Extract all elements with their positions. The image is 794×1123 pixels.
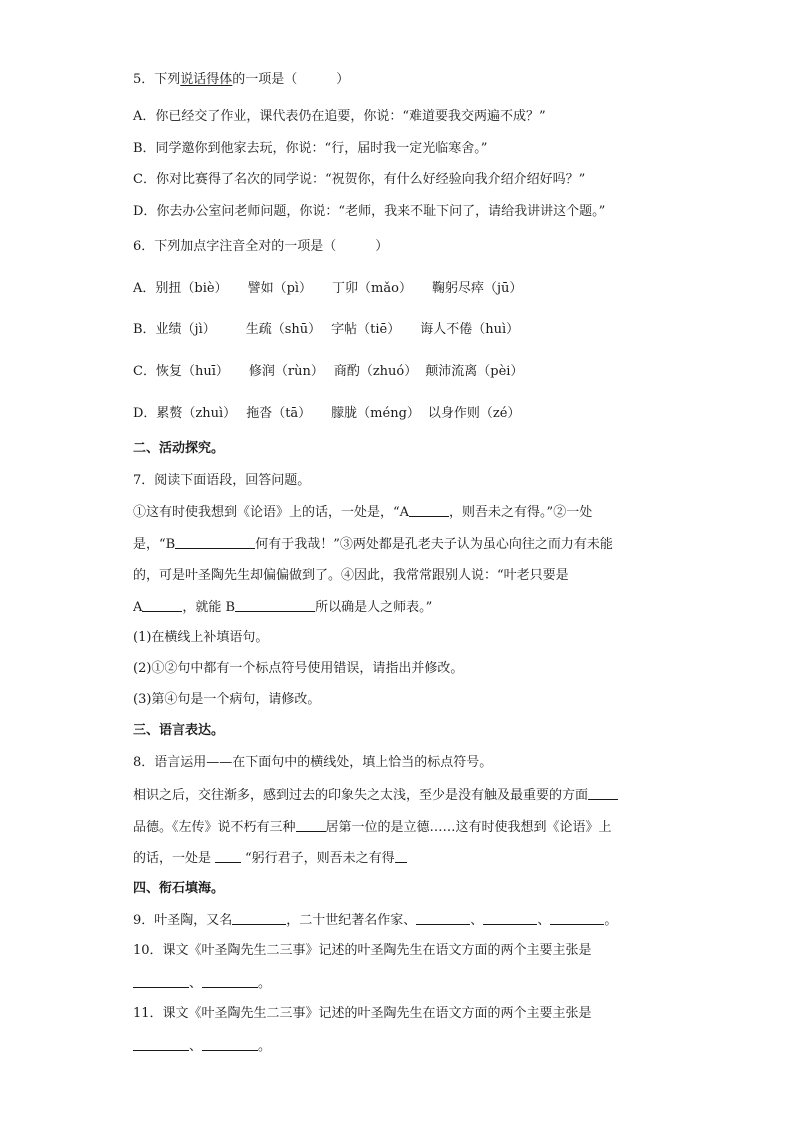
q6-b-item4: 诲人不倦（huì） [420,322,520,337]
blank-line [395,849,407,863]
q6-b-item2: 生疏（shū） [245,322,322,337]
q9-end: 。 [604,913,618,928]
blank-line [232,911,286,925]
q7-p4-b: ，就能 B [182,600,236,615]
q7-p4-c: 所以确是人之师表。” [315,600,433,615]
blank-line [296,818,326,832]
q6-a-item1: A．别扭（biè） [133,281,228,296]
q5-option-a: A．你已经交了作业，课代表仍在追要，你说：“难道要我交两遍不成？” [133,109,546,124]
q7-p1-a: ①这有时使我想到《论语》上的话，一处是，“A [133,505,410,520]
blank-line [550,911,604,925]
q9-a: 9．叶圣陶，又名 [133,913,233,928]
q8-line-3 [133,849,407,868]
q9-b: ，二十世纪著名作家、 [286,913,417,928]
blank-line [235,598,315,612]
q9-line [133,911,617,930]
q11-end: 。 [258,1039,272,1054]
q10-blanks [133,974,271,993]
q6-a-item2: 譬如（pì） [247,281,313,296]
q6-d-item1: D．累赘（zhuì） [133,406,237,421]
blank-line [409,503,449,517]
q6-b-item1: B．业绩（jì） [133,322,216,337]
q6-c-item3: 商酌（zhuó） [333,364,418,379]
q6-c-item2: 修润（rùn） [248,364,324,379]
q6-row-b [133,321,519,339]
q6-c-item1: C．恢复（huī） [133,364,229,379]
blank-line [483,911,537,925]
q6-a-item4: 鞠躬尽瘁（jū） [431,281,523,296]
blank-line [416,911,470,925]
q8-l2-b: 居第一位的是立德……这有时使我想到《论语》上 [325,820,612,835]
q10-sep: 、 [189,976,203,991]
q11-stem: 11．课文《叶圣陶先生二三事》记述的叶圣陶先生在语文方面的两个主要主张是 [133,1006,592,1021]
q8-l3-a: 的话，一处是 [133,851,212,866]
q5-stem-keyword: 说话得体 [180,72,233,87]
q10-stem: 10．课文《叶圣陶先生二三事》记述的叶圣陶先生在语文方面的两个主要主张是 [133,943,592,958]
q6-row-a [133,280,522,298]
q7-passage-line-2 [133,535,613,554]
q5-option-b: B．同学邀你到他家去玩，你说：“行，届时我一定光临寒舍。” [133,141,488,156]
q6-a-item3: 丁卯（mǎo） [332,281,412,296]
q8-l3-b: “躬行君子，则吾未之有得 [245,851,395,866]
q8-l2-a: 品德。《左传》说不朽有三种 [133,820,296,835]
q8-stem: 8．语言运用——在下面句中的横线处，填上恰当的标点符号。 [133,755,493,770]
q7-passage-line-3: 的，可是叶圣陶先生却偏偏做到了。④因此，我常常跟别人说：“叶老只要是 [133,568,569,583]
q8-line-2 [133,818,612,837]
q7-p2-a: 是，“B [133,537,176,552]
q7-sub-2: (2)①②句中都有一个标点符号使用错误，请指出并修改。 [133,661,464,676]
q7-passage-line-4 [133,598,432,617]
q6-stem: 6．下列加点字注音全对的一项是（ ） [133,239,389,254]
q8-line-1 [133,786,618,805]
q5-stem [133,71,349,89]
q5-option-d: D．你去办公室问老师问题，你说：“老师，我来不耻下问了，请给我讲讲这个题。” [133,204,606,219]
q6-d-item4: 以身作则（zé） [427,406,521,421]
q5-stem-suffix: 的一项是（ ） [232,72,350,87]
q7-passage-line-1 [133,503,592,522]
q6-d-item2: 拖沓（tā） [246,406,312,421]
blank-line [175,535,255,549]
q7-p1-b: ，则吾未之有得。”②一处 [449,505,593,520]
q6-b-item3: 字帖（tiē） [331,322,401,337]
q7-p4-a: A [133,600,143,615]
q6-c-item4: 颠沛流离（pèi） [425,364,524,379]
q9-sep-2: 、 [537,913,551,928]
blank-line [142,598,182,612]
blank-line [133,1037,189,1051]
blank-line [202,1037,258,1051]
q11-sep: 、 [189,1039,203,1054]
blank-line [202,974,258,988]
q9-sep-1: 、 [470,913,484,928]
section-2-heading: 二、活动探究。 [133,441,225,456]
section-4-heading: 四、衔石填海。 [133,881,225,896]
q8-l1-text: 相识之后，交往渐多，感到过去的印象失之太浅，至少是没有触及最重要的方面 [133,788,589,803]
q6-row-c [133,363,523,381]
blank-line [215,849,241,863]
q5-stem-prefix: 5．下列 [133,72,181,87]
q7-p2-b: 何有于我哉！”③两处都是孔老夫子认为虽心向往之而力有未能 [255,537,613,552]
q7-sub-3: (3)第④句是一个病句，请修改。 [133,692,321,707]
section-3-heading: 三、语言表达。 [133,723,225,738]
q11-blanks [133,1037,271,1056]
q5-option-c: C．你对比赛得了名次的同学说：“祝贺你，有什么好经验向我介绍介绍好吗？” [133,172,586,187]
q7-stem: 7．阅读下面语段，回答问题。 [133,473,311,488]
q10-end: 。 [258,976,272,991]
q7-sub-1: (1)在横线上补填语句。 [133,630,269,645]
q6-row-d [133,405,520,423]
q6-d-item3: 朦胧（méng） [331,406,420,421]
blank-line [133,974,189,988]
blank-line [588,786,618,800]
